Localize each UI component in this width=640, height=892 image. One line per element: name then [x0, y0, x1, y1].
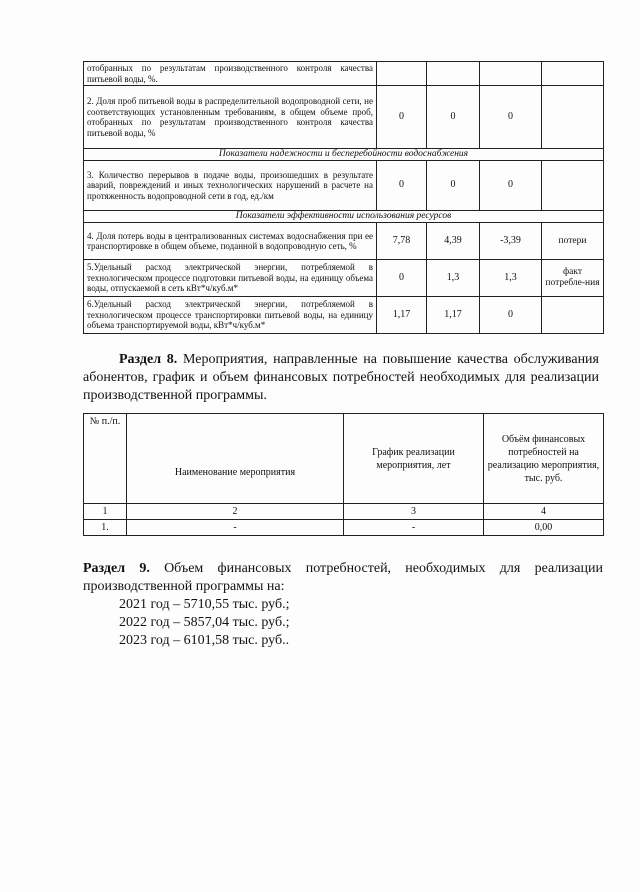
section-9-text: Объем финансовых потребностей, необходимых для реализации производственной программы на:	[83, 561, 603, 594]
indicator-value: 1,17	[377, 297, 427, 334]
column-header-schedule: График реализации мероприятия, лет	[344, 414, 484, 504]
indicator-value: 0	[480, 297, 542, 334]
column-number: 1	[84, 504, 127, 520]
column-header-number: № п./п.	[84, 414, 127, 504]
measure-schedule: -	[344, 520, 484, 536]
measure-finance: 0,00	[484, 520, 604, 536]
table-row	[84, 520, 604, 536]
indicator-value: 0	[480, 86, 542, 149]
table-row	[84, 62, 604, 86]
table-row	[84, 297, 604, 334]
column-header-name: Наименование мероприятия	[127, 414, 344, 504]
indicator-description: отобранных по результатам производственного контроля качества питьевой воды, %.	[84, 62, 377, 86]
row-number: 1.	[84, 520, 127, 536]
table-row	[84, 161, 604, 211]
indicator-value: 0	[377, 260, 427, 297]
table-header-row	[84, 414, 604, 504]
indicator-value: 0	[377, 161, 427, 211]
column-number-row	[84, 504, 604, 520]
column-number: 3	[344, 504, 484, 520]
indicator-value: 4,39	[427, 223, 480, 260]
measure-name: -	[127, 520, 344, 536]
section-row	[84, 211, 604, 223]
indicator-value: 0	[377, 86, 427, 149]
indicator-value	[377, 62, 427, 86]
column-header-finance: Объём финансовых потребностей на реализацию мероприятия, тыс. руб.	[484, 414, 604, 504]
indicator-value	[480, 62, 542, 86]
indicator-value: 0	[427, 161, 480, 211]
section-8-text: Мероприятия, направленные на повышение качества обслуживания абонентов, график и объем финансовых потребностей необходимых для реализации производственной программы.	[83, 352, 599, 403]
indicator-value: 7,78	[377, 223, 427, 260]
section-9-paragraph	[83, 560, 603, 596]
table-row	[84, 86, 604, 149]
indicator-description: 3. Количество перерывов в подаче воды, произошедших в результате аварий, повреждений и иных технологических нарушений в расчете на протяженность водопроводной сети в год, ед./км	[84, 161, 377, 211]
section-9-label: Раздел 9.	[83, 561, 150, 576]
year-amount-line: 2021 год – 5710,55 тыс. руб.;	[119, 597, 290, 612]
section-heading-efficiency: Показатели эффективности использования ресурсов	[84, 211, 604, 223]
indicators-table	[83, 61, 604, 334]
year-amount-line: 2022 год – 5857,04 тыс. руб.;	[119, 615, 290, 630]
column-number: 4	[484, 504, 604, 520]
indicator-value: 1,3	[480, 260, 542, 297]
indicator-value: -3,39	[480, 223, 542, 260]
indicator-description: 5.Удельный расход электрической энергии, потребляемой в технологическом процессе подготовки питьевой воды, на единицу объема воды, отпускаемой в сеть кВт*ч/куб.м*	[84, 260, 377, 297]
indicator-value: 0	[427, 86, 480, 149]
indicator-value	[427, 62, 480, 86]
measures-table	[83, 413, 604, 536]
section-heading-reliability: Показатели надежности и бесперебойности водоснабжения	[84, 149, 604, 161]
year-amount-line: 2023 год – 6101,58 тыс. руб..	[119, 633, 290, 648]
indicator-value: 0	[480, 161, 542, 211]
indicator-description: 2. Доля проб питьевой воды в распределительной водопроводной сети, не соответствующих установленным требованиям, в общем объеме проб, отобранных по результатам производственного контроля качества питьевой воды, %	[84, 86, 377, 149]
column-number: 2	[127, 504, 344, 520]
section-8-paragraph	[83, 351, 599, 405]
indicator-value: 1,3	[427, 260, 480, 297]
indicator-description: 6.Удельный расход электрической энергии, потребляемой в технологическом процессе транспортировки питьевой воды, на единицу объема транспортируемой воды, кВт*ч/куб.м*	[84, 297, 377, 334]
indicator-note: потери	[542, 223, 604, 260]
section-8-label: Раздел 8.	[119, 352, 178, 367]
indicator-note	[542, 161, 604, 211]
table-row	[84, 260, 604, 297]
indicator-description: 4. Доля потерь воды в централизованных системах водоснабжения при ее транспортировке в общем объеме, поданной в водопроводную сеть, %	[84, 223, 377, 260]
table-row	[84, 223, 604, 260]
indicator-note	[542, 62, 604, 86]
indicator-note	[542, 86, 604, 149]
section-row	[84, 149, 604, 161]
indicator-note	[542, 297, 604, 334]
indicator-note: факт потребле-ния	[542, 260, 604, 297]
indicator-value: 1,17	[427, 297, 480, 334]
